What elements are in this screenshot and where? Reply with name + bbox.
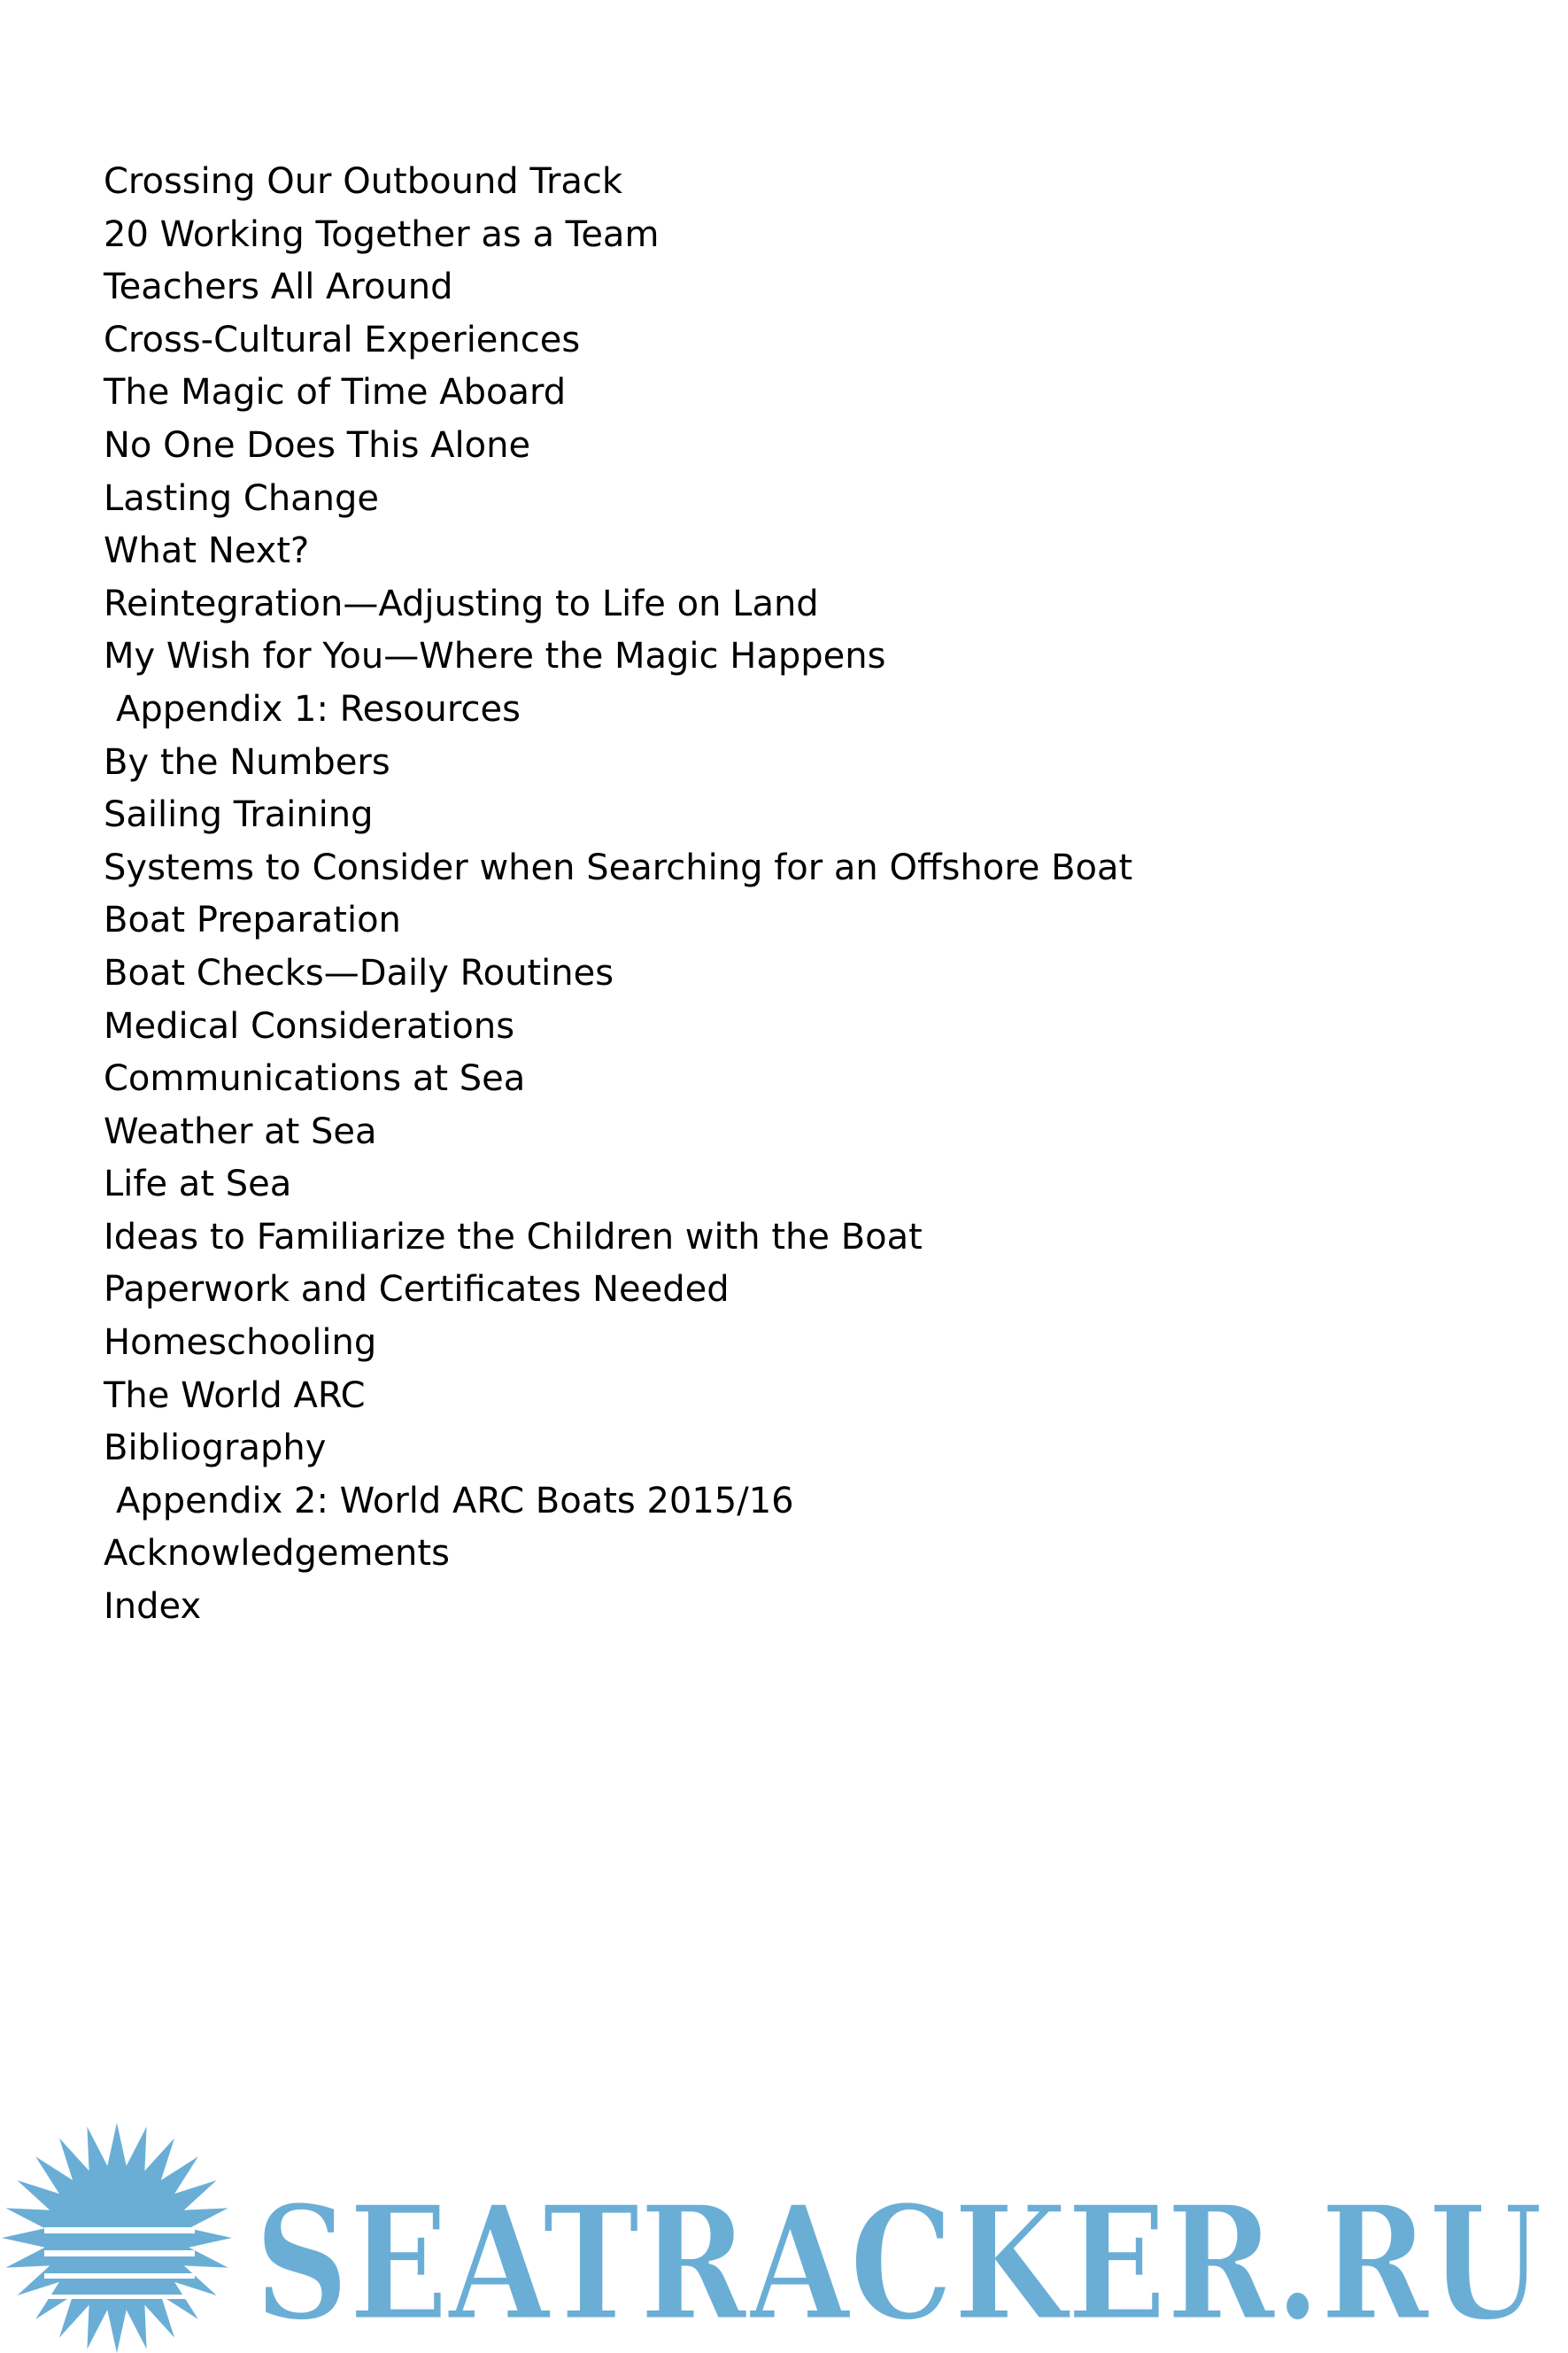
toc-entry: Ideas to Familiarize the Children with the Boat (104, 1216, 923, 1258)
toc-entry: Homeschooling (104, 1322, 377, 1364)
toc-entry: Boat Checks—Daily Routines (104, 952, 614, 994)
toc-entry: Life at Sea (104, 1164, 292, 1205)
watermark-text: SEATRACKER.RU (254, 2171, 1543, 2353)
toc-entry: What Next? (104, 530, 310, 572)
toc-entry: Index (104, 1586, 202, 1628)
toc-entry: Sailing Training (104, 794, 374, 836)
toc-entry: Crossing Our Outbound Track (104, 161, 623, 202)
toc-entry: Teachers All Around (104, 267, 453, 308)
toc-appendix-heading: Appendix 2: World ARC Boats 2015/16 (116, 1480, 794, 1521)
toc-entry: Boat Preparation (104, 900, 401, 941)
toc-entry: Cross-Cultural Experiences (104, 319, 581, 360)
toc-entry: My Wish for You—Where the Magic Happens (104, 636, 886, 677)
toc-entry: Paperwork and Certificates Needed (104, 1269, 730, 1311)
toc-entry: Weather at Sea (104, 1111, 377, 1152)
toc-entry: No One Does This Alone (104, 424, 531, 466)
sun-icon (2, 2123, 232, 2353)
toc-appendix-heading: Appendix 1: Resources (116, 688, 521, 730)
toc-entry: Communications at Sea (104, 1058, 526, 1100)
toc-entry: 20 Working Together as a Team (104, 213, 660, 255)
toc-entry: The Magic of Time Aboard (104, 372, 567, 414)
toc-entry: The World ARC (104, 1374, 366, 1416)
toc-entry: Systems to Consider when Searching for an Offshore Boat (104, 847, 1133, 888)
toc-entry: Lasting Change (104, 477, 380, 519)
toc-entry: Acknowledgements (104, 1533, 450, 1575)
toc-entry: Reintegration—Adjusting to Life on Land (104, 583, 819, 624)
toc-entry: Medical Considerations (104, 1005, 515, 1047)
table-of-contents (104, 156, 1132, 1634)
watermark-logo (0, 2121, 1568, 2353)
toc-entry: Bibliography (104, 1428, 327, 1469)
toc-entry: By the Numbers (104, 741, 390, 783)
